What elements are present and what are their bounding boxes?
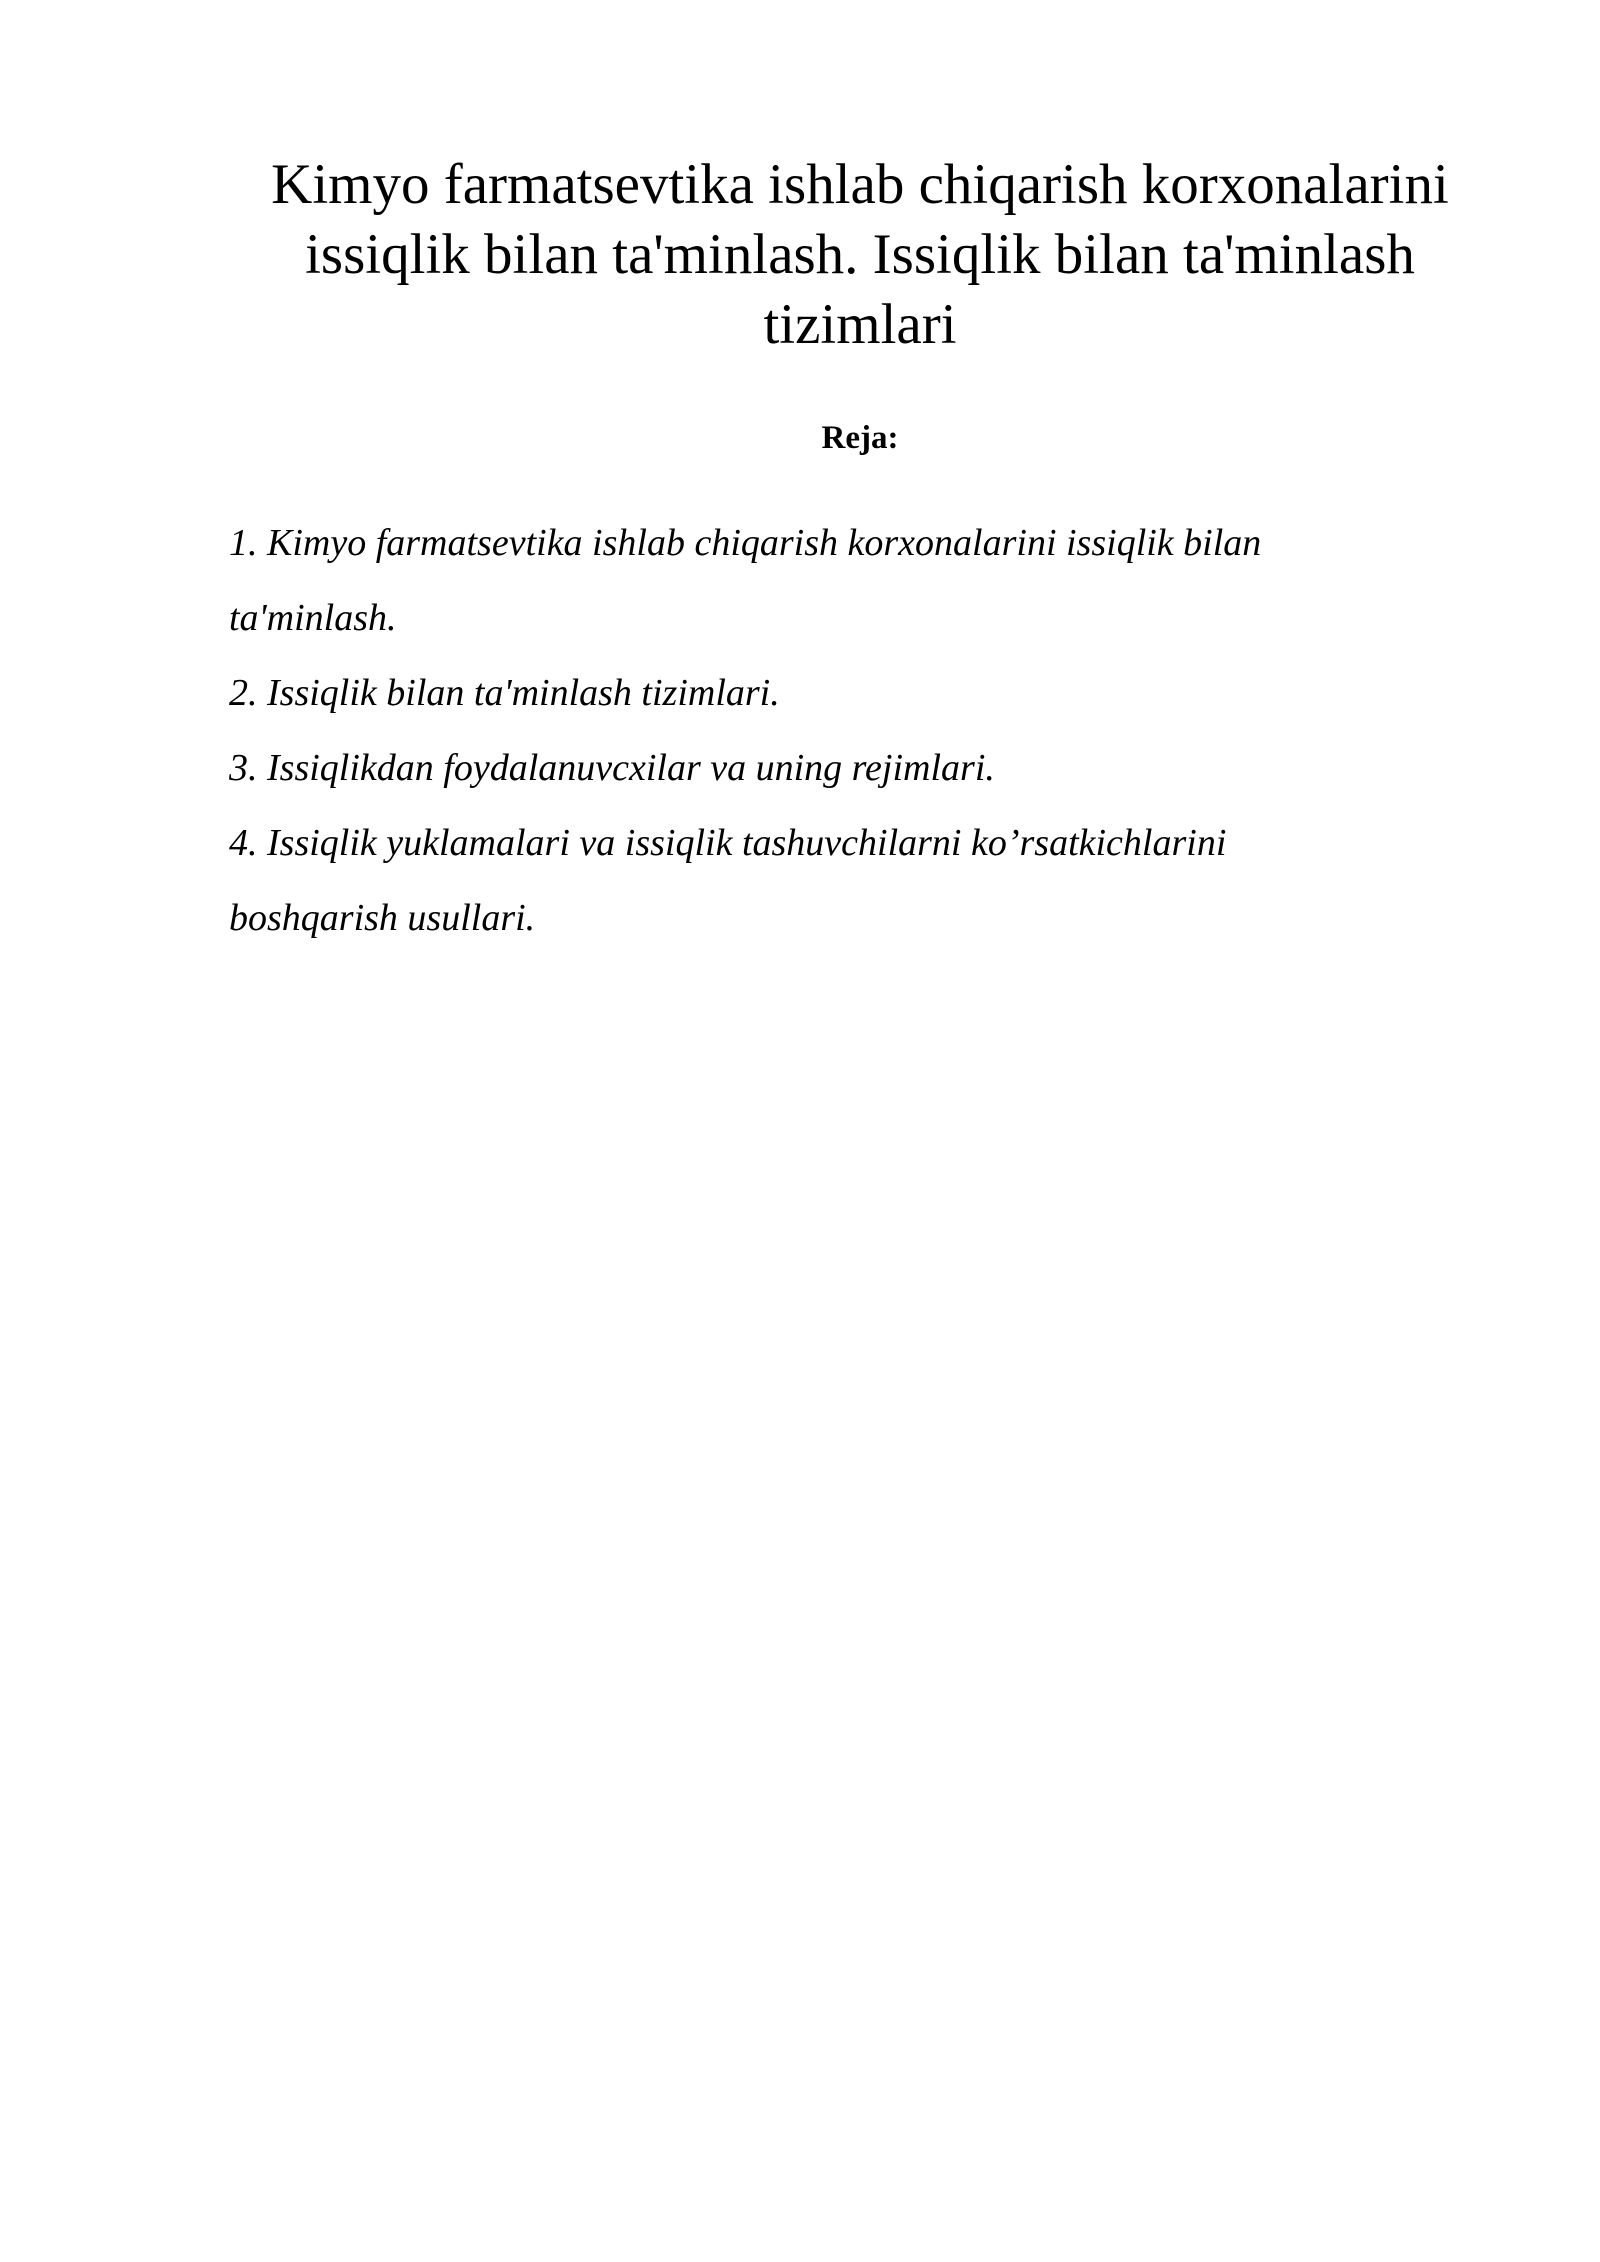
plan-item-2: 2. Issiqlik bilan ta'minlash tizimlari. <box>229 672 780 714</box>
title-line: tizimlari <box>763 293 957 356</box>
plan-heading: Reja: <box>821 420 899 456</box>
plan-item-4-line-2: boshqarish usullari. <box>229 897 536 939</box>
plan-item-3: 3. Issiqlikdan foydalanuvcxilar va uning rejimlari. <box>229 747 995 789</box>
document-title <box>200 150 1520 360</box>
title-line: issiqlik bilan ta'minlash. Issiqlik bilan ta'minlash <box>305 223 1415 286</box>
plan-list <box>229 506 1469 956</box>
title-line: Kimyo farmatsevtika ishlab chiqarish korxonalarini <box>271 153 1449 216</box>
plan-item-4-line-1: 4. Issiqlik yuklamalari va issiqlik tashuvchilarni ko’rsatkichlarini <box>229 822 1227 864</box>
plan-item-1-line-1: 1. Kimyo farmatsevtika ishlab chiqarish korxonalarini issiqlik bilan <box>229 522 1262 564</box>
plan-item-1-line-2: ta'minlash. <box>229 597 397 639</box>
